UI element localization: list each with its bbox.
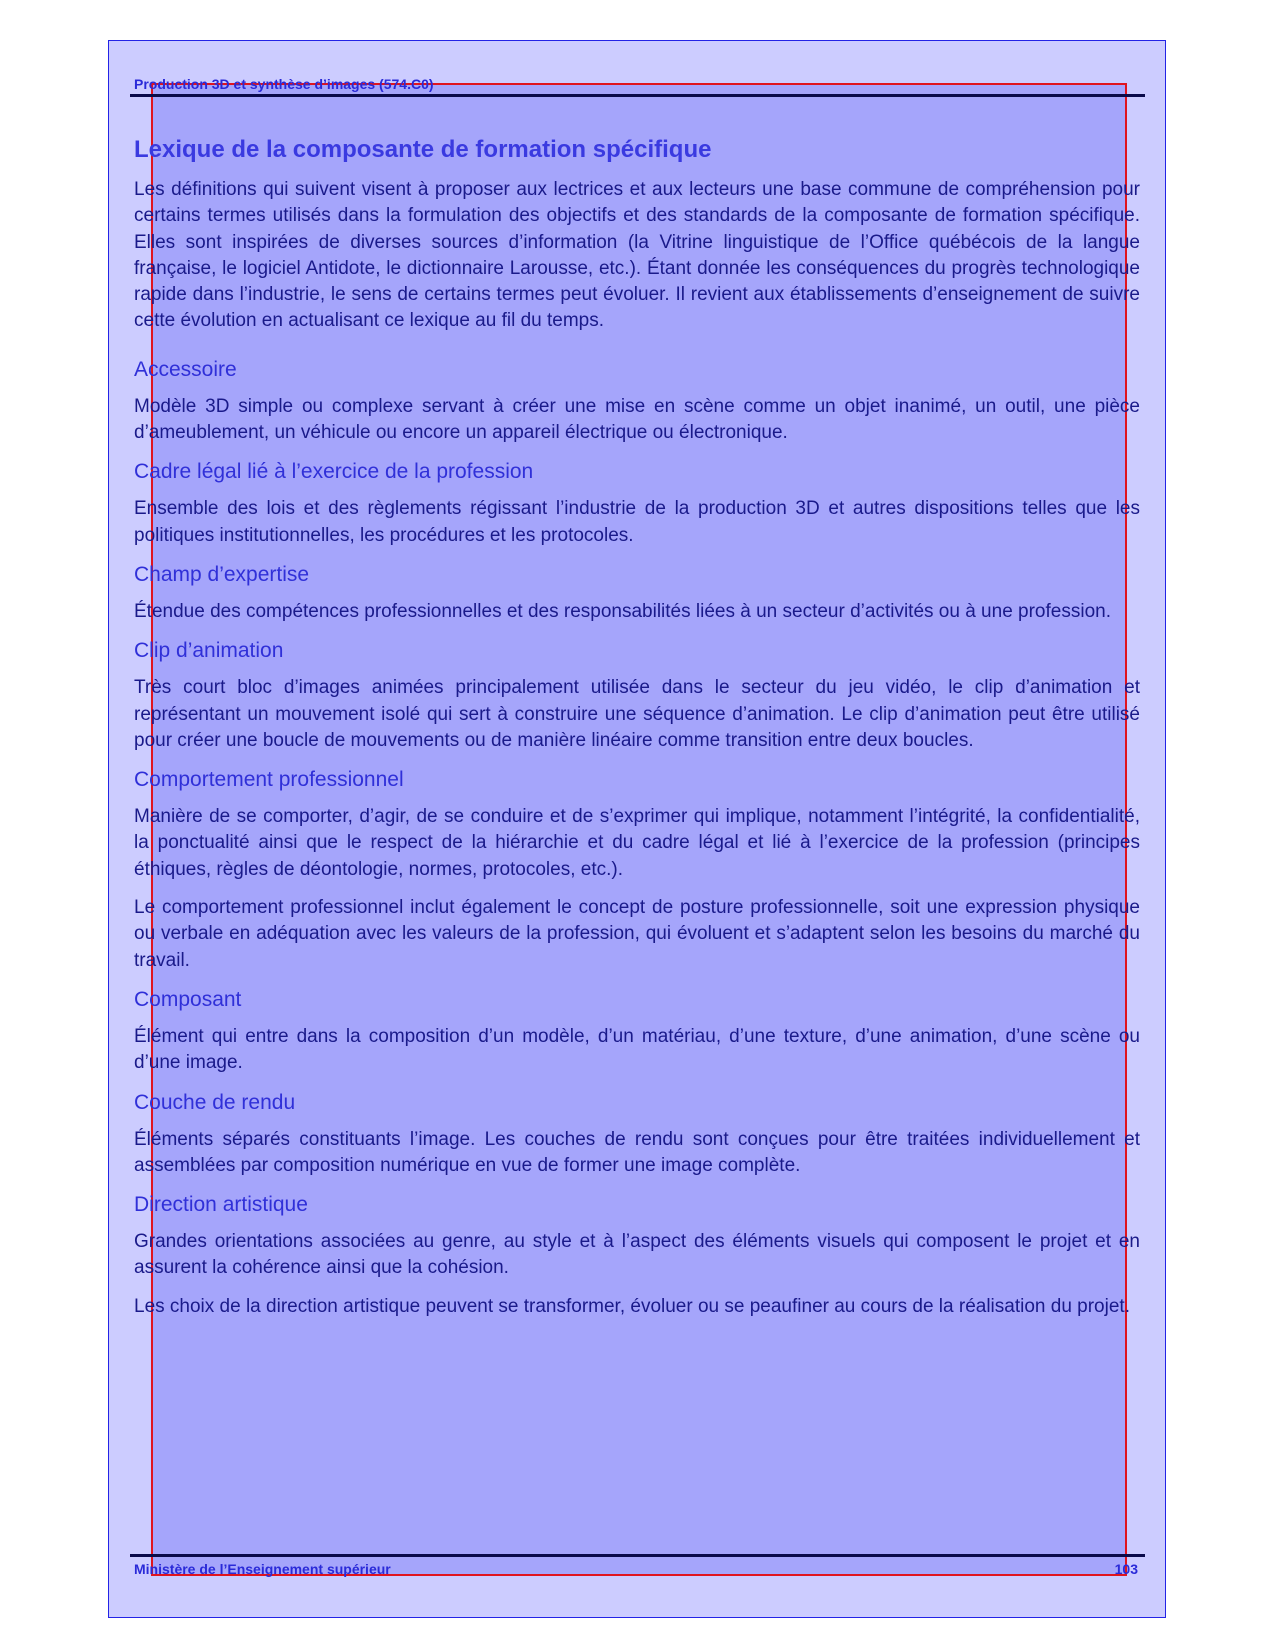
term-heading: Composant — [134, 987, 242, 1011]
term-definition: Éléments séparés constituants l’image. Les couches de rendu sont conçues pour être traitées individuellement et assemblées par composition numérique en vue de former une image complète. — [134, 1128, 1140, 1176]
term-heading: Cadre légal lié à l’exercice de la profession — [134, 460, 534, 484]
term-heading: Couche de rendu — [134, 1090, 296, 1114]
term-heading: Comportement professionnel — [134, 768, 404, 792]
term-definition: Grandes orientations associées au genre, au style et à l’aspect des éléments visuels qui composent le projet et en assurent la cohérence ainsi que la cohésion. — [134, 1231, 1140, 1279]
footer-rule — [130, 1554, 1145, 1557]
term-definition: Le comportement professionnel inclut également le concept de posture professionnelle, soit une expression physique ou verbale en adéquation avec les valeurs de la profession, qui évoluent et s’adaptent selon les besoins du marché du travail. — [134, 897, 1140, 971]
term-heading: Direction artistique — [134, 1193, 308, 1217]
term-heading: Champ d’expertise — [134, 562, 310, 586]
term-heading: Clip d’animation — [134, 639, 284, 663]
term-definition: Les choix de la direction artistique peuvent se transformer, évoluer ou se peaufiner au cours de la réalisation du projet. — [134, 1295, 1130, 1317]
page-number: 103 — [1114, 1561, 1138, 1577]
term-definition: Manière de se comporter, d’agir, de se conduire et de s’exprimer qui implique, notamment l’intégrité, la confidentialité, la ponctualité ainsi que le respect de la hiérarchie et du cadre légal et lié à l’exercice de la profession (principes éthiques, règles de déontologie, normes, protocoles, etc.). — [134, 806, 1140, 880]
running-header: Production 3D et synthèse d’images (574.C0) — [134, 76, 434, 92]
term-heading: Accessoire — [134, 357, 237, 381]
footer-publisher: Ministère de l’Enseignement supérieur — [134, 1561, 391, 1577]
intro-paragraph: Les définitions qui suivent visent à proposer aux lectrices et aux lecteurs une base commune de compréhension pour certains termes utilisés dans la formulation des objectifs et des standards de la composante de formation spécifique. Elles sont inspirées de diverses sources d’information (la Vitrine linguistique de l’Office québécois de la langue française, le logiciel Antidote, le dictionnaire Larousse, etc.). Étant donnée les conséquences du progrès technologique rapide dans l’industrie, le sens de certains termes peut évoluer. Il revient aux établissements d’enseignement de suivre cette évolution en actualisant ce lexique au fil du temps. — [134, 179, 1140, 332]
header-rule — [130, 94, 1145, 97]
term-definition: Très court bloc d’images animées principalement utilisée dans le secteur du jeu vidéo, le clip d’animation et représentant un mouvement isolé qui sert à construire une séquence d’animation. Le clip d’animation peut être utilisé pour créer une boucle de mouvements ou de manière linéaire comme transition entre deux boucles. — [134, 677, 1140, 751]
term-definition: Ensemble des lois et des règlements régissant l’industrie de la production 3D et autres dispositions telles que les politiques institutionnelles, les procédures et les protocoles. — [134, 498, 1140, 546]
main-content — [134, 135, 1140, 1332]
term-definition: Étendue des compétences professionnelles et des responsabilités liées à un secteur d’activités ou à une profession. — [134, 600, 1111, 622]
term-definition: Modèle 3D simple ou complexe servant à créer une mise en scène comme un objet inanimé, un outil, une pièce d’ameublement, un véhicule ou encore un appareil électrique ou électronique. — [134, 395, 1140, 444]
term-definition: Élément qui entre dans la composition d’un modèle, d’un matériau, d’une texture, d’une animation, d’une scène ou d’une image. — [134, 1025, 1140, 1074]
page-title: Lexique de la composante de formation spécifique — [134, 136, 712, 163]
